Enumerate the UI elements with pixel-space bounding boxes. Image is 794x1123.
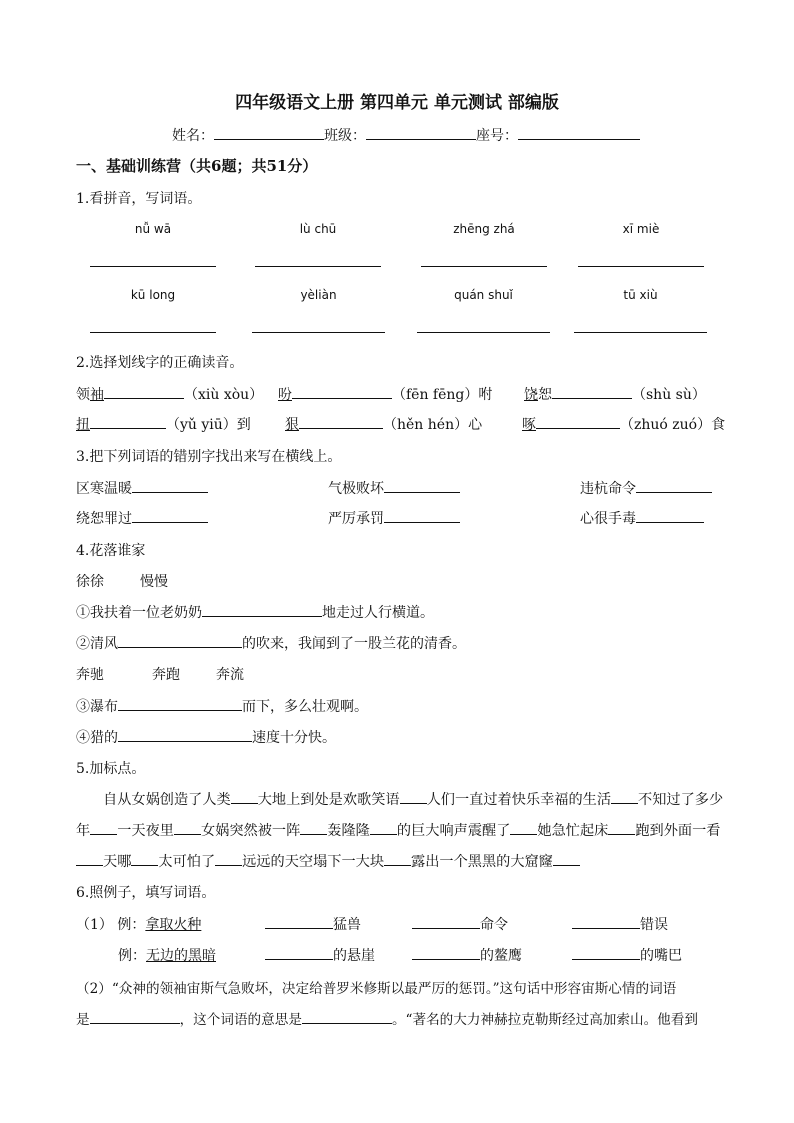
q3-item: 绕恕罪过 — [76, 508, 208, 528]
q4-sentence: ③瀑布 而下，多么壮观啊。 — [76, 696, 368, 716]
blank[interactable] — [572, 945, 640, 960]
blank[interactable] — [572, 914, 640, 929]
q2-item: 饶恕 （shù sù） — [524, 384, 706, 404]
blank[interactable] — [510, 820, 537, 835]
q2-prompt: 2.选择划线字的正确读音。 — [76, 355, 244, 371]
word-option: 奔驰 — [76, 667, 104, 683]
q2-item: 领袖 （xiù xòu） — [76, 384, 263, 404]
q6-item: 的鳌鹰 — [412, 945, 522, 965]
q5-prompt: 5.加标点。 — [76, 761, 146, 777]
name-label: 姓名： — [172, 128, 214, 144]
blank[interactable] — [174, 820, 201, 835]
info-line — [172, 125, 640, 145]
q6-item: 的嘴巴 — [572, 945, 682, 965]
answer-line[interactable] — [574, 332, 707, 333]
q6-item: 错误 — [572, 914, 668, 934]
q6-item: 的悬崖 — [265, 945, 375, 965]
answer-line[interactable] — [202, 602, 322, 617]
answer-line[interactable] — [636, 478, 712, 493]
answer-line[interactable] — [299, 414, 383, 429]
q6-example-label: 例：无边的黑暗 — [118, 948, 216, 964]
word-option: 奔跑 — [152, 667, 180, 683]
blank[interactable] — [302, 1009, 392, 1024]
answer-line[interactable] — [132, 508, 208, 523]
q3-prompt: 3.把下列词语的错别字找出来写在横线上。 — [76, 449, 342, 465]
answer-line[interactable] — [90, 332, 216, 333]
pinyin: kū long — [130, 288, 176, 302]
q4-sentence: ②清风 的吹来，我闻到了一股兰花的清香。 — [76, 633, 466, 653]
seat-label: 座号： — [476, 128, 518, 144]
blank[interactable] — [400, 789, 427, 804]
page-title: 四年级语文上册 第四单元 单元测试 部编版 — [235, 93, 559, 113]
answer-line[interactable] — [90, 266, 216, 267]
answer-line[interactable] — [252, 332, 385, 333]
answer-line[interactable] — [578, 266, 704, 267]
q2-item: 狠 （hěn hén）心 — [285, 414, 482, 434]
q3-item: 严厉承罚 — [328, 508, 460, 528]
q6-item: 命令 — [412, 914, 508, 934]
class-label: 班级： — [324, 128, 366, 144]
q5-line: 年 一天夜里 女娲突然被一阵 轰隆隆 的巨大响声震醒了 她急忙起床 跑到外面一看 — [76, 820, 720, 840]
pinyin: nǚ wā — [134, 222, 172, 236]
q2-item: 啄 （zhuó zuó）食 — [522, 414, 725, 434]
q6-paragraph: （2）“众神的领袖宙斯气急败坏，决定给普罗米修斯以最严厉的惩罚。”这句话中形容宙斯心情的词语 — [76, 981, 677, 997]
seat-field[interactable] — [518, 125, 640, 140]
section-1-heading: 一、基础训练营（共6题；共51分） — [76, 157, 318, 175]
q2-item: 吩 （fēn fēng）咐 — [278, 384, 492, 404]
pinyin: quán shuǐ — [454, 288, 513, 302]
blank[interactable] — [412, 945, 480, 960]
answer-line[interactable] — [104, 384, 184, 399]
q4-sentence: ①我扶着一位老奶奶 地走过人行横道。 — [76, 602, 434, 622]
pinyin: zhēng zhá — [453, 222, 515, 236]
blank[interactable] — [90, 820, 117, 835]
answer-line[interactable] — [417, 332, 550, 333]
q6-example-label: （1） 例：拿取火种 — [76, 917, 202, 933]
q1-prompt: 1.看拼音，写词语。 — [76, 191, 202, 207]
answer-line[interactable] — [384, 478, 460, 493]
blank[interactable] — [384, 851, 411, 866]
answer-line[interactable] — [118, 696, 242, 711]
q6-item: 猛兽 — [265, 914, 361, 934]
word-option: 徐徐 — [76, 574, 104, 590]
pinyin: tū xiù — [623, 288, 658, 302]
blank[interactable] — [76, 851, 103, 866]
answer-line[interactable] — [118, 633, 242, 648]
blank[interactable] — [215, 851, 242, 866]
blank[interactable] — [553, 851, 580, 866]
q2-item: 扭 （yǔ yiū）到 — [76, 414, 251, 434]
blank[interactable] — [231, 789, 258, 804]
class-field[interactable] — [366, 125, 476, 140]
answer-line[interactable] — [421, 266, 547, 267]
name-field[interactable] — [214, 125, 324, 140]
q5-line: 天哪 太可怕了 远远的天空塌下一大块 露出一个黑黑的大窟窿 — [76, 851, 580, 871]
q5-line: 自从女娲创造了人类 大地上到处是欢歌笑语 人们一直过着快乐幸福的生活 不知过了多少 — [103, 789, 723, 809]
answer-line[interactable] — [118, 727, 252, 742]
q3-item: 心很手毒 — [580, 508, 704, 528]
answer-line[interactable] — [384, 508, 460, 523]
pinyin: yèliàn — [300, 288, 337, 302]
answer-line[interactable] — [90, 414, 166, 429]
answer-line[interactable] — [536, 414, 620, 429]
blank[interactable] — [131, 851, 158, 866]
blank[interactable] — [300, 820, 327, 835]
q6-paragraph: 是 ，这个词语的意思是 。“著名的大力神赫拉克勒斯经过高加索山。他看到 — [76, 1008, 698, 1028]
q4-prompt: 4.花落谁家 — [76, 543, 146, 559]
blank[interactable] — [370, 820, 397, 835]
blank[interactable] — [611, 789, 638, 804]
blank[interactable] — [265, 914, 333, 929]
word-option: 慢慢 — [140, 574, 168, 590]
answer-line[interactable] — [132, 478, 208, 493]
blank[interactable] — [412, 914, 480, 929]
blank[interactable] — [90, 1009, 180, 1024]
q3-item: 违杭命令 — [580, 478, 712, 498]
pinyin: xī miè — [622, 222, 660, 236]
q6-prompt: 6.照例子，填写词语。 — [76, 885, 216, 901]
answer-line[interactable] — [552, 384, 632, 399]
q3-item: 区寒温暖 — [76, 478, 208, 498]
q4-sentence: ④猎的 速度十分快。 — [76, 727, 336, 747]
pinyin: lù chū — [299, 222, 337, 236]
answer-line[interactable] — [636, 508, 704, 523]
blank[interactable] — [265, 945, 333, 960]
answer-line[interactable] — [255, 266, 381, 267]
blank[interactable] — [608, 820, 635, 835]
answer-line[interactable] — [292, 384, 392, 399]
q3-item: 气极败坏 — [328, 478, 460, 498]
word-option: 奔流 — [216, 667, 244, 683]
